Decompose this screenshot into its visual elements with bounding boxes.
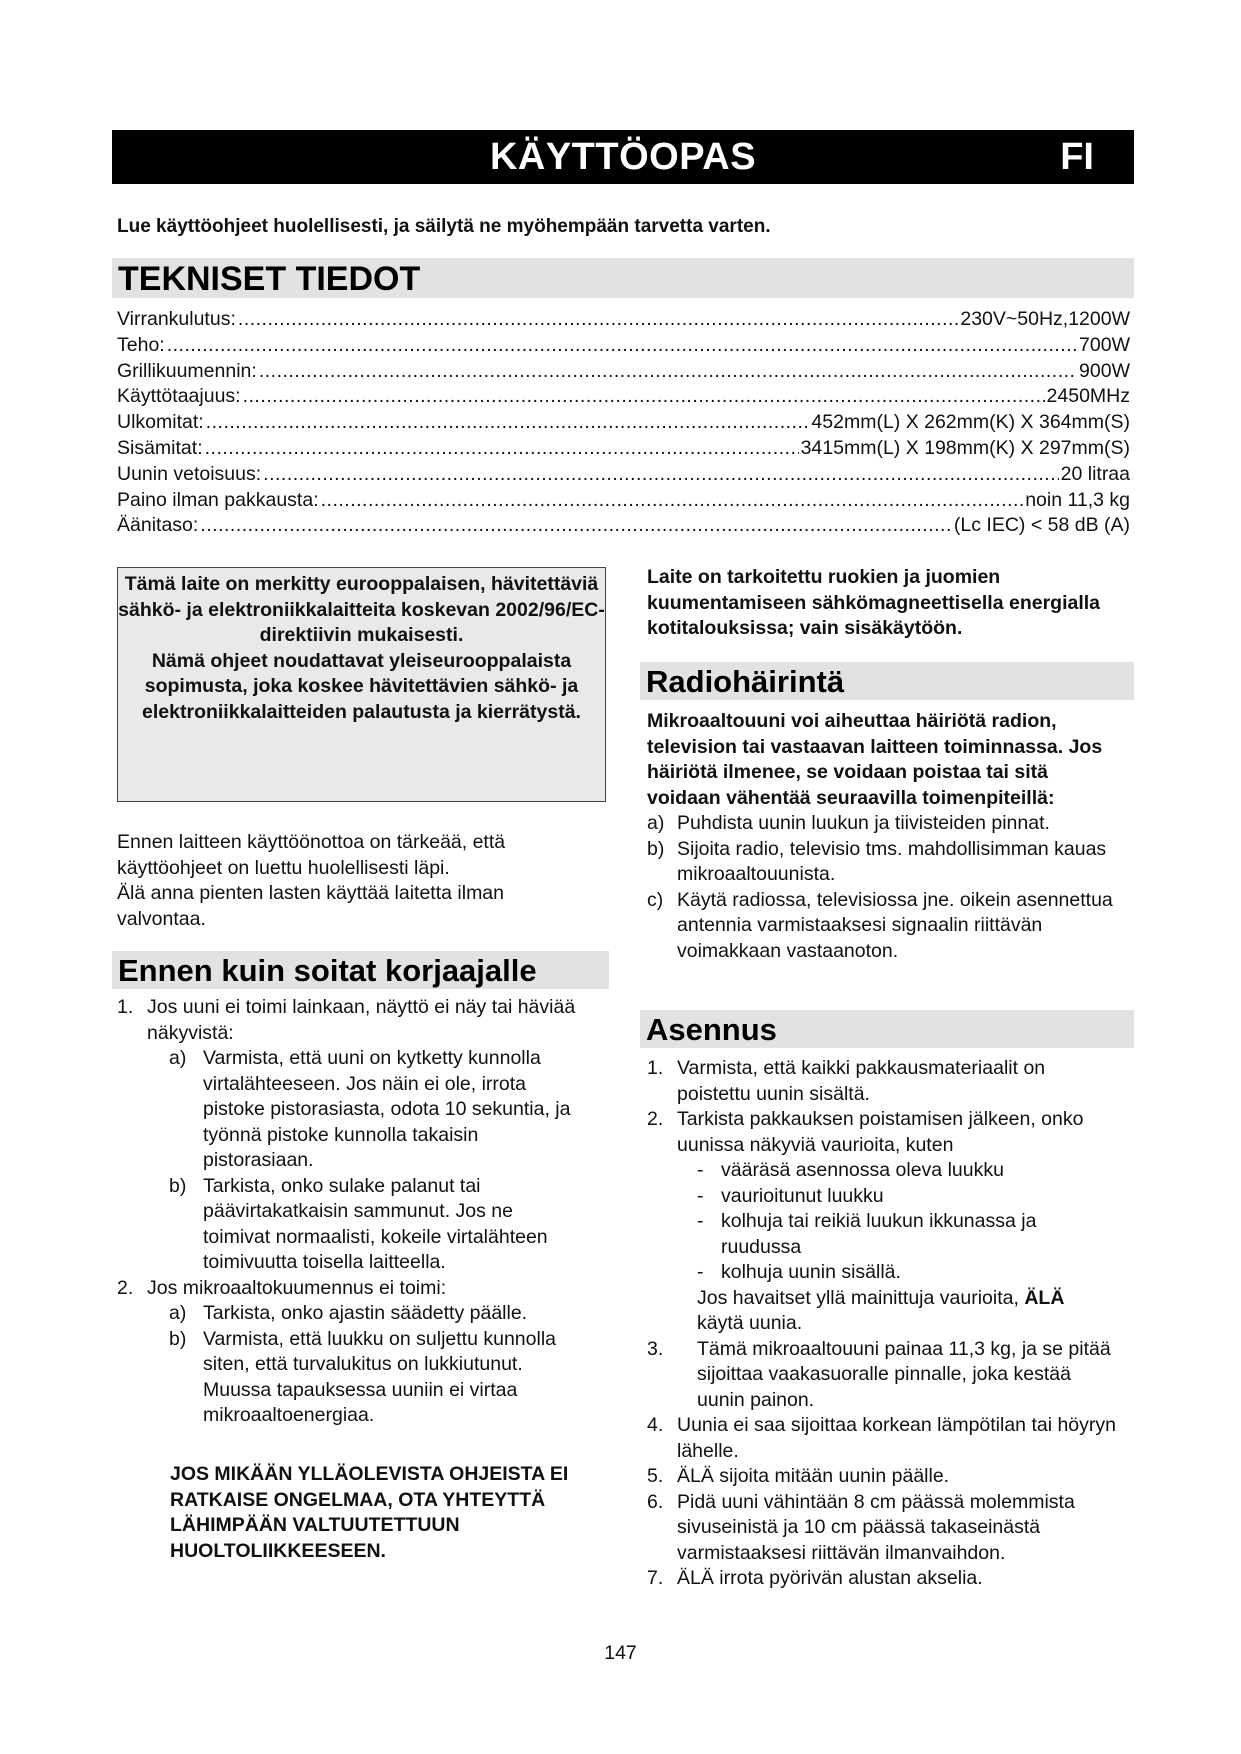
list-subitem: b) Varmista, että luukku on suljettu kunnolla siten, että turvalukitus on lukkiutunut. Muussa tapauksessa uuniin ei virtaa mikroaaltoenergiaa. [169, 1327, 556, 1426]
list-subitem: a) Varmista, että uuni on kytketty kunnolla virtalähteeseen. Jos näin ei ole, irrota pistoke pistorasiasta, odota 10 sekuntia, ja työnnä pistoke kunnolla takaisin pistorasiaan. [169, 1047, 571, 1171]
list-subitem: b) Tarkista, onko sulake palanut tai päävirtakatkaisin sammunut. Jos ne toimivat normaalisti, kokeile virtalähteen toimivuutta toisella laitteella. [169, 1174, 548, 1273]
list-item: a) Puhdista uunin luukun ja tiivisteiden pinnat. [647, 812, 1050, 834]
list-dash-item: - vääräsä asennossa oleva luukku [697, 1159, 1004, 1181]
section-heading-repair: Ennen kuin soitat korjaajalle [112, 951, 609, 989]
service-warning: JOS MIKÄÄN YLLÄOLEVISTA OHJEISTA EI RATKAISE ONGELMAA, OTA YHTEYTTÄ LÄHIMPÄÄN VALTUUTETTUUN HUOLTOLIIKKEESEEN. [170, 1463, 569, 1562]
weee-notice-p1: Tämä laite on merkitty eurooppalaisen, hävitettäviä sähkö- ja elektroniikkalaitteita koskevan 2002/96/EC-direktiivin mukaisesti. [118, 573, 605, 646]
section-heading-specs: TEKNISET TIEDOT [112, 258, 1134, 298]
list-item: 4. Uunia ei saa sijoittaa korkean lämpötilan tai höyryn lähelle. [647, 1414, 1116, 1462]
page-number: 147 [604, 1642, 637, 1664]
section-heading-install: Asennus [640, 1010, 1134, 1048]
list-item: c) Käytä radiossa, televisiossa jne. oikein asennettua antennia varmistaaksesi signaalin riittävän voimakkaan vastaanoton. [647, 888, 1113, 962]
spec-row: Uunin vetoisuus: ..... 20 litraa [117, 462, 1130, 488]
spec-row: Virrankulutus: ..... 230V~50Hz,1200W [117, 307, 1130, 333]
list-item: 2. Tarkista pakkauksen poistamisen jälkeen, onko uunissa näkyviä vaurioita, kuten [647, 1108, 1084, 1156]
list-item: 2. Jos mikroaaltokuumennus ei toimi: [117, 1276, 447, 1299]
radio-intro: Mikroaaltouuni voi aiheuttaa häiriötä radion, television tai vastaavan laitteen toiminnassa. Jos häiriötä ilmenee, se voidaan poistaa tai sitä voidaan vähentää seuraavilla toimenpiteillä: [647, 710, 1103, 809]
list-subitem: a) Tarkista, onko ajastin säädetty päälle. [169, 1302, 528, 1324]
list-item: 7. ÄLÄ irrota pyörivän alustan akselia. [647, 1567, 983, 1589]
language-code: FI [1060, 136, 1094, 178]
damage-note: Jos havaitset yllä mainittuja vaurioita, ÄLÄ käytä uunia. [697, 1286, 1065, 1334]
list-item: 5. ÄLÄ sijoita mitään uunin päälle. [647, 1465, 950, 1487]
purpose-text: Laite on tarkoitettu ruokien ja juomien kuumentamiseen sähkömagneettisella energialla kotitalouksissa; vain sisäkäytöön. [647, 566, 1101, 639]
spec-row: Teho: ..... 700W [117, 333, 1130, 359]
spec-row: Äänitaso: ..... (Lc IEC) < 58 dB (A) [117, 513, 1130, 539]
before-use-text: Ennen laitteen käyttöönottoa on tärkeää, että käyttöohjeet on luettu huolellisesti läpi. Älä anna pienten lasten käyttää laitetta ilman valvontaa. [117, 831, 506, 930]
weee-notice-p2: Nämä ohjeet noudattavat yleiseurooppalaista sopimusta, joka koskee hävitettävien sähkö- ja elektroniikkalaitteiden palautusta ja kierrätystä. [142, 649, 581, 723]
repair-list [117, 995, 617, 1429]
radio-section [647, 709, 1137, 964]
list-item: 1. Varmista, että kaikki pakkausmateriaalit on poistettu uunin sisältä. [647, 1057, 1046, 1105]
section-heading-radio: Radiohäirintä [640, 662, 1134, 700]
title-bar [112, 130, 1134, 184]
spec-row: Sisämitat: ..... 3415mm(L) X 198mm(K) X 297mm(S) [117, 436, 1130, 462]
spec-row: Ulkomitat: ..... 452mm(L) X 262mm(K) X 364mm(S) [117, 410, 1130, 436]
intro-text: Lue käyttöohjeet huolellisesti, ja säilytä ne myöhempään tarvetta varten. [117, 216, 771, 237]
list-dash-item: - kolhuja uunin sisällä. [697, 1261, 901, 1283]
list-item: 3. Tämä mikroaaltouuni painaa 11,3 kg, ja se pitää sijoittaa vaakasuoralle pinnalle, joka kestää uunin painon. [647, 1337, 1111, 1411]
list-dash-item: - kolhuja tai reikiä luukun ikkunassa ja ruudussa [697, 1210, 1037, 1258]
list-item: b) Sijoita radio, televisio tms. mahdollisimman kauas mikroaaltouunista. [647, 837, 1107, 885]
install-list [647, 1056, 1142, 1592]
spec-row: Paino ilman pakkausta: ..... noin 11,3 kg [117, 488, 1130, 514]
page-title: KÄYTTÖOPAS [489, 136, 757, 178]
specs-list [117, 307, 1130, 539]
spec-row: Käyttötaajuus: ..... 2450MHz [117, 384, 1130, 410]
spec-row: Grillikuumennin: ..... 900W [117, 359, 1130, 385]
list-item: 1. Jos uuni ei toimi lainkaan, näyttö ei näy tai häviää näkyvistä: [117, 996, 576, 1044]
weee-notice-box [117, 567, 606, 802]
list-dash-item: - vaurioitunut luukku [697, 1184, 884, 1207]
list-item: 6. Pidä uuni vähintään 8 cm päässä molemmista sivuseinistä ja 10 cm päässä takaseinästä varmistaaksesi riittävän ilmanvaihdon. [647, 1490, 1075, 1564]
